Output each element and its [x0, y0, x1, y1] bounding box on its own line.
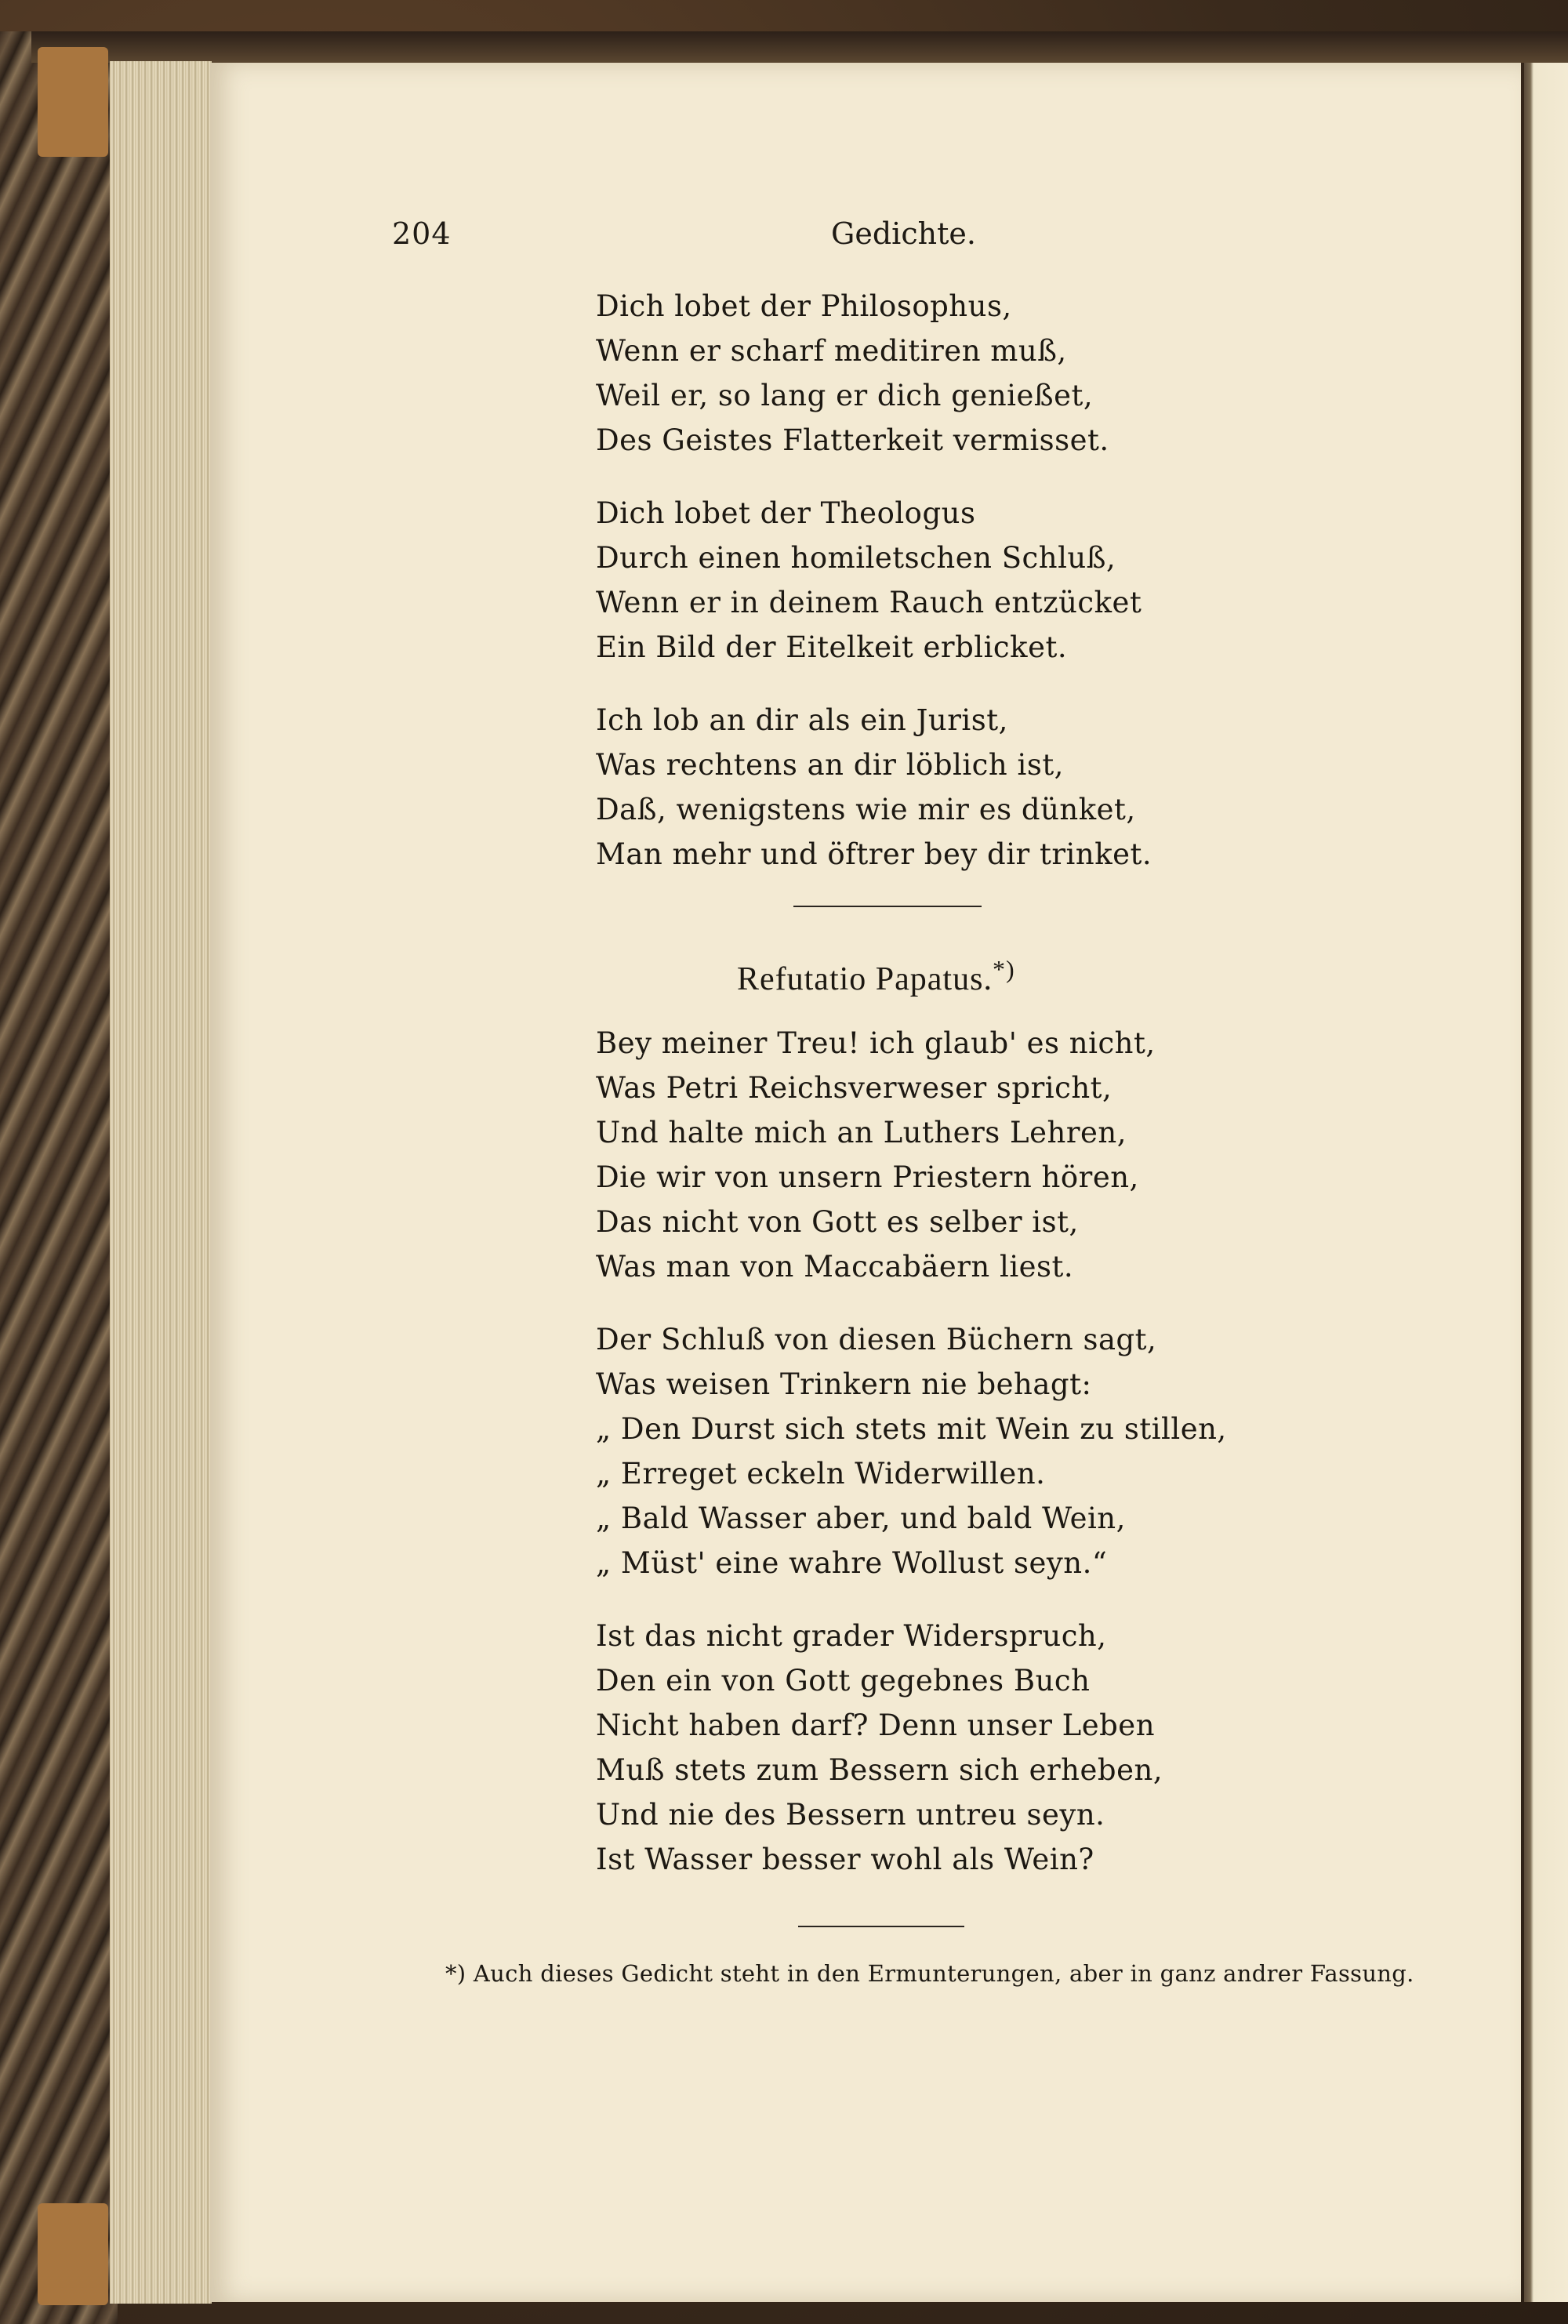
facing-page-edge [1524, 63, 1568, 2302]
verse-line: Ich lob an dir als ein Jurist, [596, 703, 1008, 737]
verse-line: Und halte mich an Luthers Lehren, [596, 1116, 1127, 1149]
stanza-1 [596, 284, 1109, 463]
verse-line: „ Müst' eine wahre Wollust seyn.“ [596, 1546, 1108, 1580]
verse-line: Durch einen homiletschen Schluß, [596, 541, 1116, 575]
cover-top-edge [31, 31, 1568, 63]
footnote-marker: *) [992, 955, 1015, 983]
verse-line: Muß stets zum Bessern sich erheben, [596, 1753, 1163, 1787]
verse-line: „ Erreget eckeln Widerwillen. [596, 1457, 1046, 1491]
poem-title: Refutatio Papatus.*) [737, 955, 1015, 997]
verse-line: Die wir von unsern Priestern hören, [596, 1160, 1139, 1194]
verse-line: Bey meiner Treu! ich glaub' es nicht, [596, 1026, 1156, 1060]
running-title: Gedichte. [831, 216, 976, 251]
verse-line: Wenn er scharf meditiren muß, [596, 334, 1067, 368]
verse-line: Ein Bild der Eitelkeit erblicket. [596, 630, 1068, 664]
verse-line: Dich lobet der Philosophus, [596, 289, 1012, 323]
stanza-3 [596, 698, 1152, 877]
verse-line: Des Geistes Flatterkeit vermisset. [596, 423, 1109, 457]
verse-line: Der Schluß von diesen Büchern sagt, [596, 1323, 1157, 1356]
verse-line: Den ein von Gott gegebnes Buch [596, 1664, 1091, 1698]
stanza-6 [596, 1614, 1163, 1882]
stanza-2 [596, 491, 1142, 670]
verse-line: „ Bald Wasser aber, und bald Wein, [596, 1502, 1126, 1535]
verse-line: Das nicht von Gott es selber ist, [596, 1205, 1079, 1239]
verse-line: Was man von Maccabäern liest. [596, 1250, 1074, 1284]
leather-corner-top [38, 47, 108, 157]
verse-line: Daß, wenigstens wie mir es dünket, [596, 793, 1136, 826]
marbled-cover [0, 31, 118, 2324]
verse-line: Nicht haben darf? Denn unser Leben [596, 1709, 1156, 1742]
verse-line: Was weisen Trinkern nie behagt: [596, 1367, 1092, 1401]
section-divider [793, 906, 982, 907]
verse-line: Was rechtens an dir löblich ist, [596, 748, 1064, 782]
verse-line: „ Den Durst sich stets mit Wein zu stillen, [596, 1412, 1227, 1446]
verse-line: Und nie des Bessern untreu seyn. [596, 1798, 1105, 1832]
verse-line: Was Petri Reichsverweser spricht, [596, 1071, 1112, 1105]
page-edges [110, 61, 212, 2304]
stanza-4 [596, 1021, 1156, 1289]
verse-line: Dich lobet der Theologus [596, 496, 976, 530]
verse-line: Weil er, so lang er dich genießet, [596, 379, 1094, 412]
page-header [392, 216, 1019, 263]
verse-line: Man mehr und öftrer bey dir trinket. [596, 837, 1152, 871]
verse-line: Wenn er in deinem Rauch entzücket [596, 586, 1142, 619]
footnote-divider [798, 1926, 964, 1927]
page-number: 204 [392, 216, 452, 251]
verse-line: Ist das nicht grader Widerspruch, [596, 1619, 1107, 1653]
stanza-5 [596, 1317, 1227, 1585]
footnote: *) Auch dieses Gedicht steht in den Ermunterungen, aber in ganz andrer Fassung. [445, 1960, 1414, 1987]
verse-line: Ist Wasser besser wohl als Wein? [596, 1843, 1094, 1876]
leather-corner-bottom [38, 2203, 108, 2305]
